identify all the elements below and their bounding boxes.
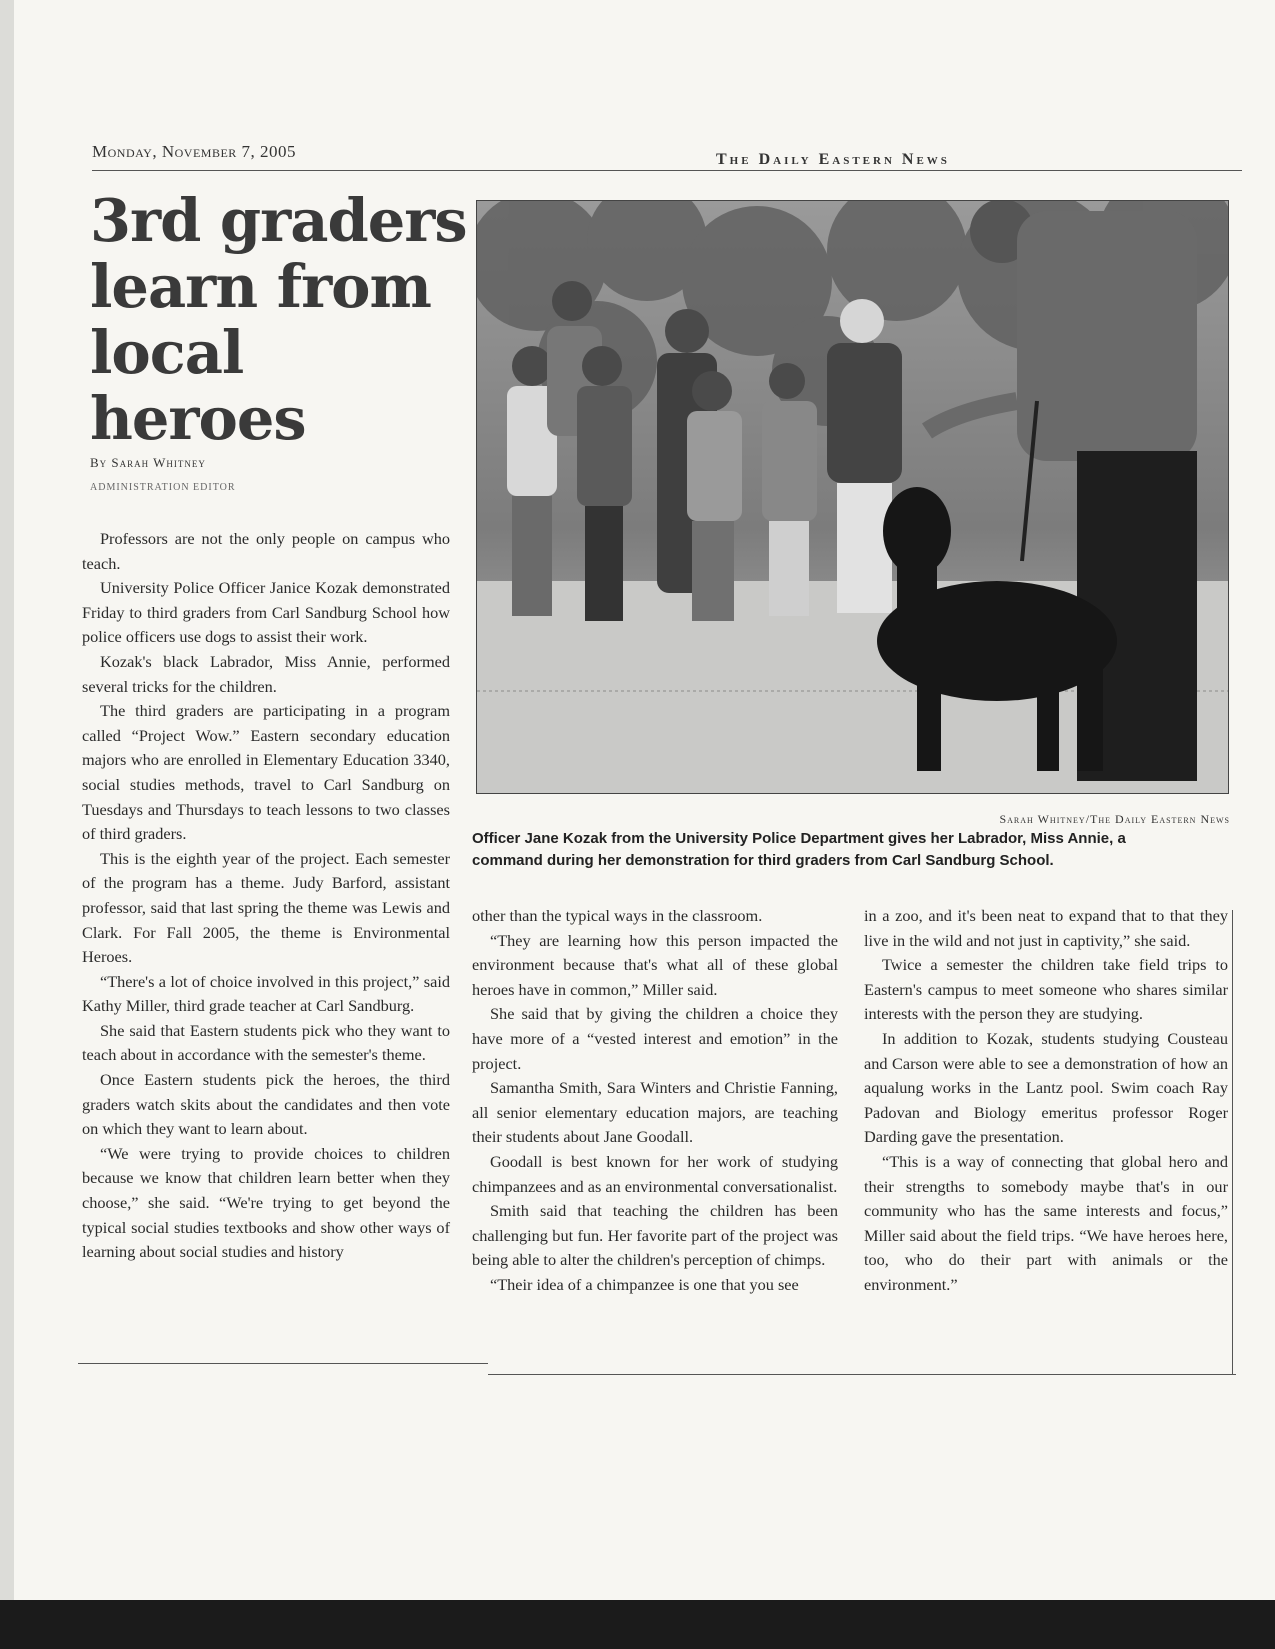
news-photo: [476, 200, 1229, 794]
paragraph: This is the eighth year of the project. Each semester of the program has a theme. Judy Barford, assistant professor, said that last spring the theme was Lewis and Clark. For Fall 2005, the theme is Environmental Heroes.: [82, 848, 450, 967]
article-column-1: [82, 527, 450, 1265]
header-rule: [92, 170, 1242, 171]
photo-credit: Sarah Whitney/The Daily Eastern News: [999, 812, 1230, 826]
paragraph: She said that by giving the children a choice they have more of a “vested interest and emotion” in the project.: [472, 1004, 838, 1073]
paragraph: Once Eastern students pick the heroes, the third graders watch skits about the candidates and then vote on which they want to learn about.: [82, 1070, 450, 1139]
paragraph: “This is a way of connecting that global hero and their strengths to somebody maybe that's in our community who has the same interests and focus,” Miller said about the field trips. “We have heroes here, too, who do their part with animals or the environment.”: [864, 1151, 1228, 1294]
issue-date: Monday, November 7, 2005: [92, 142, 297, 161]
byline-title: ADMINISTRATION EDITOR: [90, 482, 236, 493]
paragraph: She said that Eastern students pick who they want to teach about in accordance with the semester's theme.: [82, 1020, 450, 1065]
article-column-2: [472, 904, 838, 1298]
paragraph: The third graders are participating in a program called “Project Wow.” Eastern secondary education majors who are enrolled in Elementary Education 3340, social studies methods, travel to Carl Sandburg on Tuesdays and Thursdays to teach lessons to two classes of third graders.: [82, 701, 450, 844]
scan-edge-bottom: [0, 1600, 1275, 1649]
headline: 3rd graders learn from local heroes: [90, 186, 467, 453]
paragraph: “They are learning how this person impacted the environment because that's what all of these global heroes have in common,” Miller said.: [472, 930, 838, 999]
paragraph: In addition to Kozak, students studying Cousteau and Carson were able to see a demonstration of how an aqualung works in the Lantz pool. Swim coach Ray Padovan and Biology emeritus professor Roger Darding gave the presentation.: [864, 1028, 1228, 1147]
byline: By Sarah Whitney: [90, 455, 206, 470]
article-column-3: [864, 904, 1228, 1298]
paragraph: University Police Officer Janice Kozak demonstrated Friday to third graders from Carl Sandburg School how police officers use dogs to assist their work.: [82, 578, 450, 647]
footer-rule: [488, 1374, 1236, 1375]
paragraph: Goodall is best known for her work of studying chimpanzees and as an environmental conversationalist.: [472, 1151, 838, 1196]
column-rule: [1232, 910, 1233, 1375]
paragraph: Twice a semester the children take field trips to Eastern's campus to meet someone who shares similar interests with the person they are studying.: [864, 955, 1228, 1024]
paragraph: Smith said that teaching the children has been challenging but fun. Her favorite part of the project was being able to alter the children's perception of chimps.: [472, 1201, 838, 1270]
paragraph-continued: in a zoo, and it's been neat to expand that to that they live in the wild and not just in captivity,” she said.: [864, 906, 1228, 950]
footer-rule: [78, 1363, 488, 1364]
photo-caption: Officer Jane Kozak from the University Police Department gives her Labrador, Miss Annie, a command during her demonstration for third graders from Carl Sandburg School.: [472, 830, 1126, 869]
paragraph: Professors are not the only people on campus who teach.: [82, 529, 450, 573]
photo-illustration: [477, 201, 1229, 794]
paragraph: Kozak's black Labrador, Miss Annie, performed several tricks for the children.: [82, 651, 450, 696]
paragraph: “We were trying to provide choices to children because we know that children learn better when they choose,” she said. “We're trying to get beyond the typical social studies textbooks and show other ways of learning about social studies and history: [82, 1143, 450, 1262]
paragraph: “Their idea of a chimpanzee is one that you see: [490, 1274, 799, 1294]
paragraph: “There's a lot of choice involved in this project,” said Kathy Miller, third grade teacher at Carl Sandburg.: [82, 971, 450, 1016]
paragraph: Samantha Smith, Sara Winters and Christie Fanning, all senior elementary education majors, are teaching their students about Jane Goodall.: [472, 1078, 838, 1147]
paragraph-continued: other than the typical ways in the classroom.: [472, 906, 763, 925]
masthead: The Daily Eastern News: [716, 151, 950, 168]
scan-edge-left: [0, 0, 14, 1600]
